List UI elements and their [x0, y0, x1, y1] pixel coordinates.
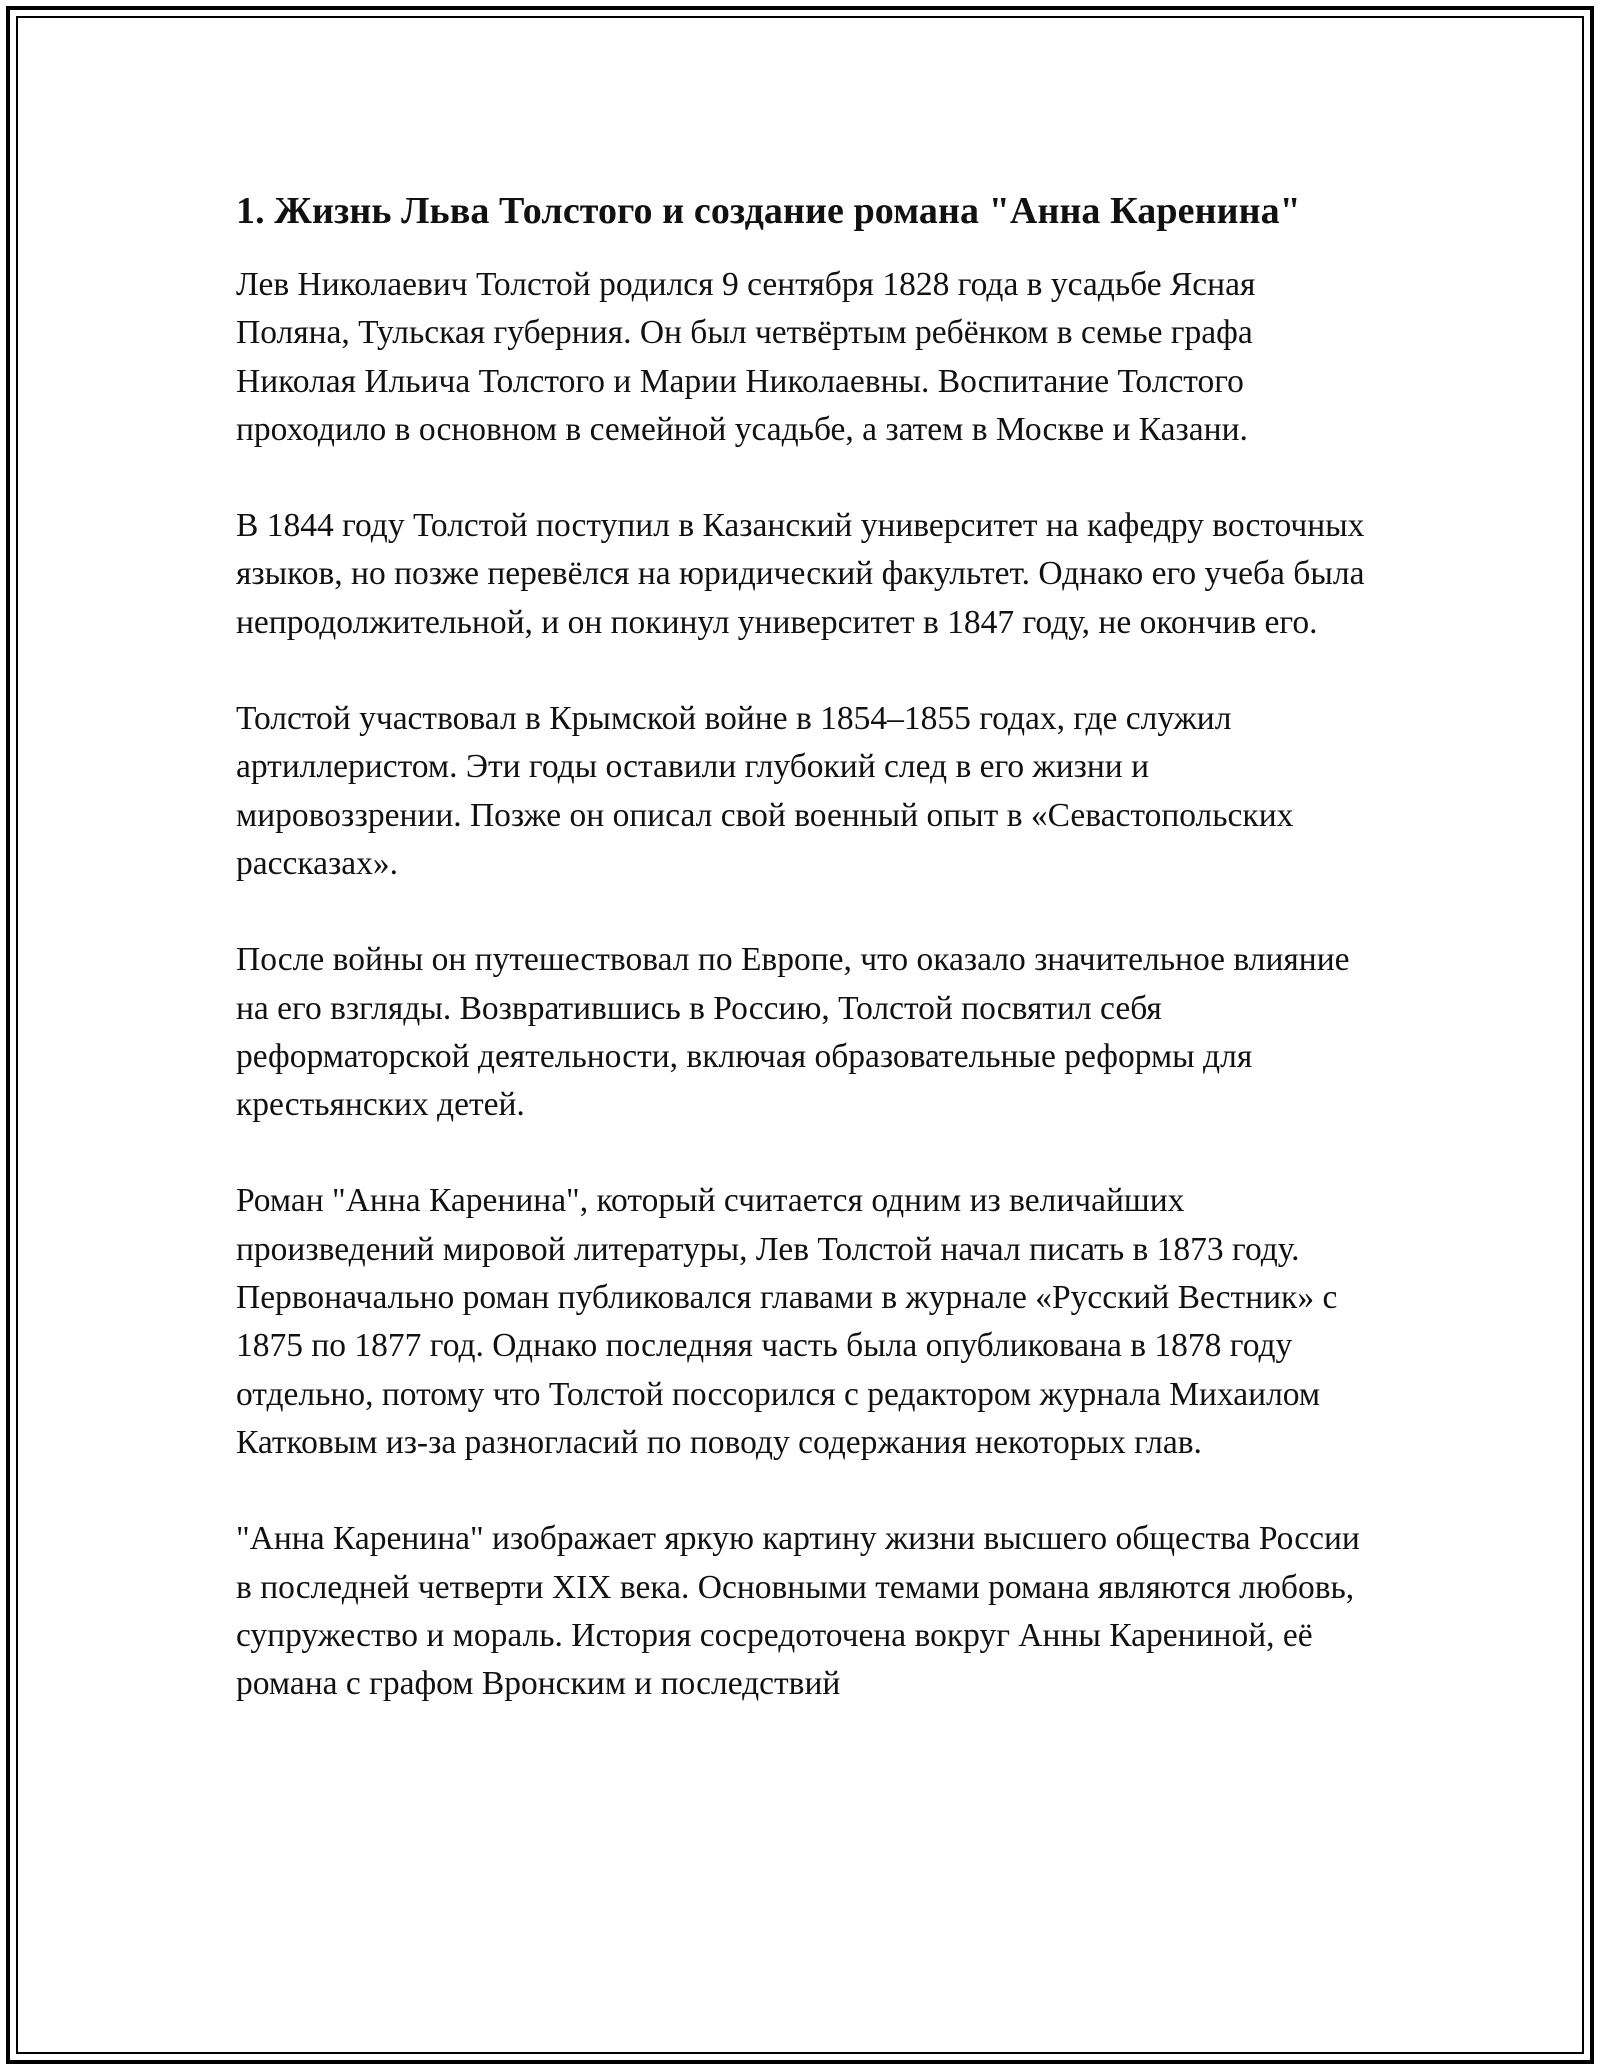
section-title: 1. Жизнь Льва Толстого и создание романа "Анна Каренина" [236, 190, 1301, 232]
paragraph-novel-creation: Роман "Анна Каренина", который считается одним из величайших произведений мировой литературы, Лев Толстой начал писать в 1873 году. Первоначально роман публиковался главами в журнале «Русский Вестник» с 1875 по 1877 год. Однако последняя часть была опубликована в 1878 году отдельно, потому что Толстой поссорился с редактором журнала Михаилом Катковым из-за разногласий по поводу содержания некоторых глав. [236, 1182, 1338, 1461]
paragraph-university: В 1844 году Толстой поступил в Казанский университет на кафедру восточных языков, но позже перевёлся на юридический факультет. Однако его учеба была непродолжительной, и он покинул университет в 1847 году, не окончив его. [236, 507, 1365, 641]
paragraph-novel-themes: "Анна Каренина" изображает яркую картину жизни высшего общества России в последней четверти XIX века. Основными темами романа являются любовь, супружество и мораль. История сосредоточена вокруг Анны Карениной, её романа с графом Вронским и последствий [236, 1520, 1360, 1703]
paragraph-crimean-war: Толстой участвовал в Крымской войне в 1854–1855 годах, где служил артиллеристом. Эти годы оставили глубокий след в его жизни и мировоззрении. Позже он описал свой военный опыт в «Севастопольских рассказах». [236, 700, 1294, 882]
document-body [236, 186, 1366, 1756]
paragraph-europe-travel: После войны он путешествовал по Европе, что оказало значительное влияние на его взгляды. Возвратившись в Россию, Толстой посвятил себя реформаторской деятельности, включая образовательные реформы для крестьянских детей. [236, 941, 1350, 1124]
paragraph-birth: Лев Николаевич Толстой родился 9 сентября 1828 года в усадьбе Ясная Поляна, Тульская губерния. Он был четвёртым ребёнком в семье графа Николая Ильича Толстого и Марии Николаевны. Воспитание Толстого проходило в основном в семейной усадьбе, а затем в Москве и Казани. [236, 266, 1256, 448]
